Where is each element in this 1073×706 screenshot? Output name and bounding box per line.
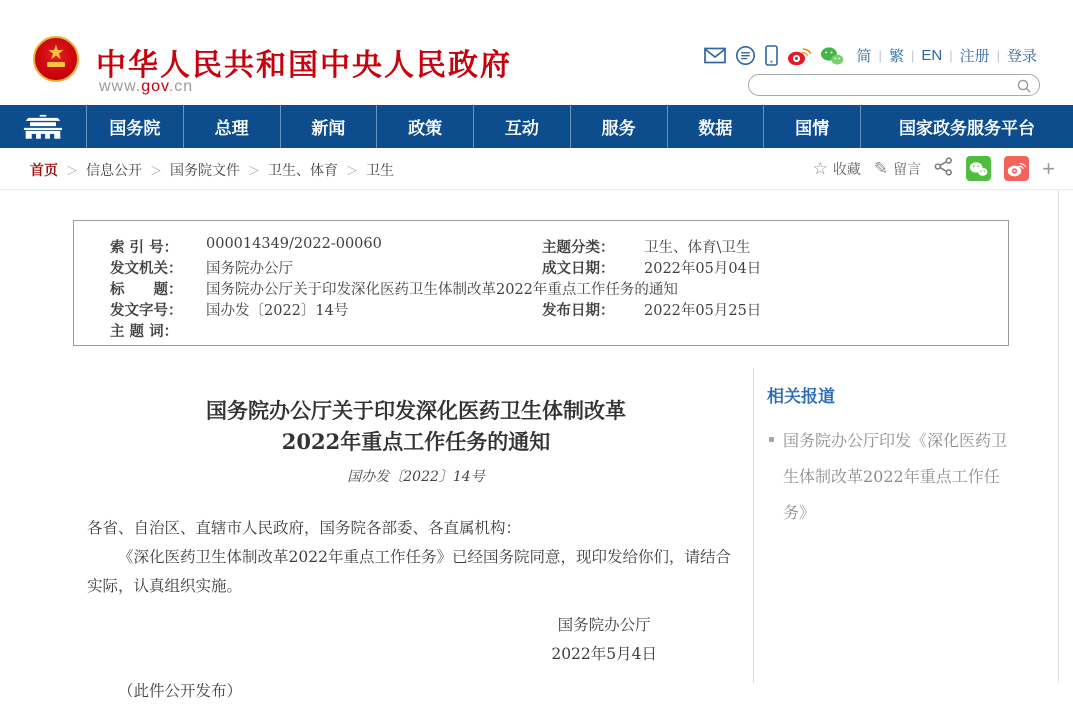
pencil-icon: ✎ bbox=[873, 159, 889, 178]
meta-subject-label: 主 题 词： bbox=[110, 323, 179, 340]
lang-english[interactable]: EN bbox=[921, 47, 943, 64]
nav-item-interaction[interactable]: 互动 bbox=[474, 105, 571, 148]
breadcrumb-separator: ＞ bbox=[248, 163, 261, 178]
signature-date: 2022年5月4日 bbox=[551, 645, 657, 663]
breadcrumb bbox=[30, 160, 394, 180]
nav-item-data[interactable]: 数据 bbox=[668, 105, 765, 148]
mobile-icon[interactable] bbox=[765, 45, 778, 66]
message-circle-icon[interactable] bbox=[735, 45, 756, 66]
related-report-link[interactable] bbox=[767, 423, 1019, 531]
meta-org-value: 国务院办公厅 bbox=[206, 261, 293, 277]
meta-index-label: 索 引 号： bbox=[110, 239, 179, 256]
weibo-share-button[interactable] bbox=[1004, 156, 1029, 181]
breadcrumb-health-sports[interactable]: 卫生、体育 bbox=[268, 162, 339, 178]
link-separator: | bbox=[878, 48, 882, 63]
related-report-text: 国务院办公厅印发《深化医药卫生体制改革2022年重点工作任务》 bbox=[783, 431, 1008, 522]
meta-title-label: 标 题： bbox=[110, 281, 183, 298]
bullet-icon bbox=[769, 437, 774, 442]
national-emblem-logo[interactable] bbox=[33, 36, 79, 82]
document-meta-box bbox=[73, 220, 1009, 346]
meta-written-date-value: 2022年05月04日 bbox=[644, 261, 762, 277]
related-reports-title: 相关报道 bbox=[767, 387, 835, 406]
site-header bbox=[0, 0, 1073, 105]
wechat-icon[interactable] bbox=[820, 46, 844, 66]
main-nav bbox=[0, 105, 1073, 148]
breadcrumb-home[interactable]: 首页 bbox=[30, 162, 58, 178]
meta-org-label: 发文机关： bbox=[110, 260, 183, 277]
meta-category-label: 主题分类： bbox=[542, 239, 615, 256]
search-box bbox=[748, 74, 1040, 96]
nav-item-national-conditions[interactable]: 国情 bbox=[764, 105, 861, 148]
weibo-icon[interactable] bbox=[787, 46, 811, 66]
nav-item-premier[interactable]: 总理 bbox=[184, 105, 281, 148]
breadcrumb-info-disclosure[interactable]: 信息公开 bbox=[86, 162, 143, 178]
document-title-line2: 2022年重点工作任务的通知 bbox=[281, 429, 551, 454]
document-meta-grid bbox=[110, 236, 1008, 341]
meta-docno-label: 发文字号： bbox=[110, 302, 183, 319]
nav-home-tiananmen-icon[interactable] bbox=[0, 105, 87, 148]
document-paragraph-salutation: 各省、自治区、直辖市人民政府，国务院各部委、各直属机构： bbox=[87, 519, 522, 537]
url-cn: .cn bbox=[168, 78, 194, 95]
search-input[interactable] bbox=[761, 76, 1015, 96]
nav-item-gov-service-platform[interactable]: 国家政务服务平台 bbox=[899, 119, 1035, 138]
document-title-line1: 国务院办公厅关于印发深化医药卫生体制改革 bbox=[206, 398, 626, 423]
star-icon: ☆ bbox=[812, 159, 828, 178]
meta-subject-value bbox=[206, 320, 542, 341]
meta-publish-date-label: 发布日期： bbox=[542, 302, 615, 319]
breadcrumb-state-council-docs[interactable]: 国务院文件 bbox=[170, 162, 241, 178]
meta-publish-date-value: 2022年05月25日 bbox=[644, 303, 762, 319]
document-body bbox=[87, 514, 745, 601]
lang-simplified[interactable]: 简 bbox=[856, 48, 872, 65]
mail-icon[interactable] bbox=[704, 47, 726, 64]
url-www: www. bbox=[99, 78, 142, 95]
link-separator: | bbox=[910, 48, 915, 63]
nav-item-policy[interactable]: 政策 bbox=[377, 105, 474, 148]
register-link[interactable]: 注册 bbox=[959, 48, 990, 65]
wechat-share-button[interactable] bbox=[966, 156, 991, 181]
comment-label: 留言 bbox=[893, 160, 922, 177]
link-separator: | bbox=[949, 48, 953, 63]
language-links bbox=[857, 45, 1037, 66]
favorite-label: 收藏 bbox=[832, 160, 861, 177]
meta-category-value: 卫生、体育\卫生 bbox=[644, 240, 751, 256]
meta-written-date-label: 成文日期： bbox=[542, 260, 615, 277]
meta-title-value: 国务院办公厅关于印发深化医药卫生体制改革2022年重点工作任务的通知 bbox=[206, 282, 678, 298]
document-content bbox=[87, 395, 745, 706]
login-link[interactable]: 登录 bbox=[1006, 48, 1037, 65]
link-separator: | bbox=[996, 48, 1000, 63]
page-right-border bbox=[1058, 190, 1059, 683]
breadcrumb-separator: ＞ bbox=[66, 163, 79, 178]
document-paragraph-main: 《深化医药卫生体制改革2022年重点工作任务》已经国务院同意，现印发给你们，请结合实际，认真组织实施。 bbox=[87, 548, 731, 595]
breadcrumb-bar bbox=[0, 148, 1073, 190]
document-title bbox=[87, 395, 745, 457]
search-icon[interactable] bbox=[1016, 78, 1032, 99]
header-toolbar bbox=[704, 45, 1037, 66]
signature-block bbox=[87, 611, 745, 669]
site-url[interactable] bbox=[99, 78, 193, 96]
emblem-star-icon: ★ bbox=[47, 42, 65, 64]
more-share-button[interactable]: + bbox=[1042, 155, 1055, 181]
nav-item-state-council[interactable]: 国务院 bbox=[87, 105, 184, 148]
breadcrumb-separator: ＞ bbox=[150, 163, 163, 178]
meta-index-value: 000014349/2022-00060 bbox=[206, 236, 382, 252]
nav-item-services[interactable]: 服务 bbox=[571, 105, 668, 148]
signature-org: 国务院办公厅 bbox=[557, 616, 651, 634]
breadcrumb-separator: ＞ bbox=[346, 163, 359, 178]
comment-button[interactable] bbox=[874, 159, 921, 179]
meta-docno-value: 国办发〔2022〕14号 bbox=[206, 303, 349, 319]
document-public-release-note: （此件公开发布） bbox=[118, 682, 243, 700]
document-number: 国办发〔2022〕14号 bbox=[347, 469, 485, 485]
site-title: 中华人民共和国中央人民政府 bbox=[96, 49, 512, 82]
url-gov: gov bbox=[141, 78, 169, 95]
related-reports-sidebar bbox=[753, 368, 1058, 683]
nav-item-news[interactable]: 新闻 bbox=[281, 105, 378, 148]
page-tools bbox=[813, 156, 1055, 181]
breadcrumb-health[interactable]: 卫生 bbox=[366, 162, 395, 178]
favorite-button[interactable] bbox=[813, 159, 861, 179]
share-icon[interactable] bbox=[934, 157, 953, 181]
lang-traditional[interactable]: 繁 bbox=[888, 48, 904, 65]
